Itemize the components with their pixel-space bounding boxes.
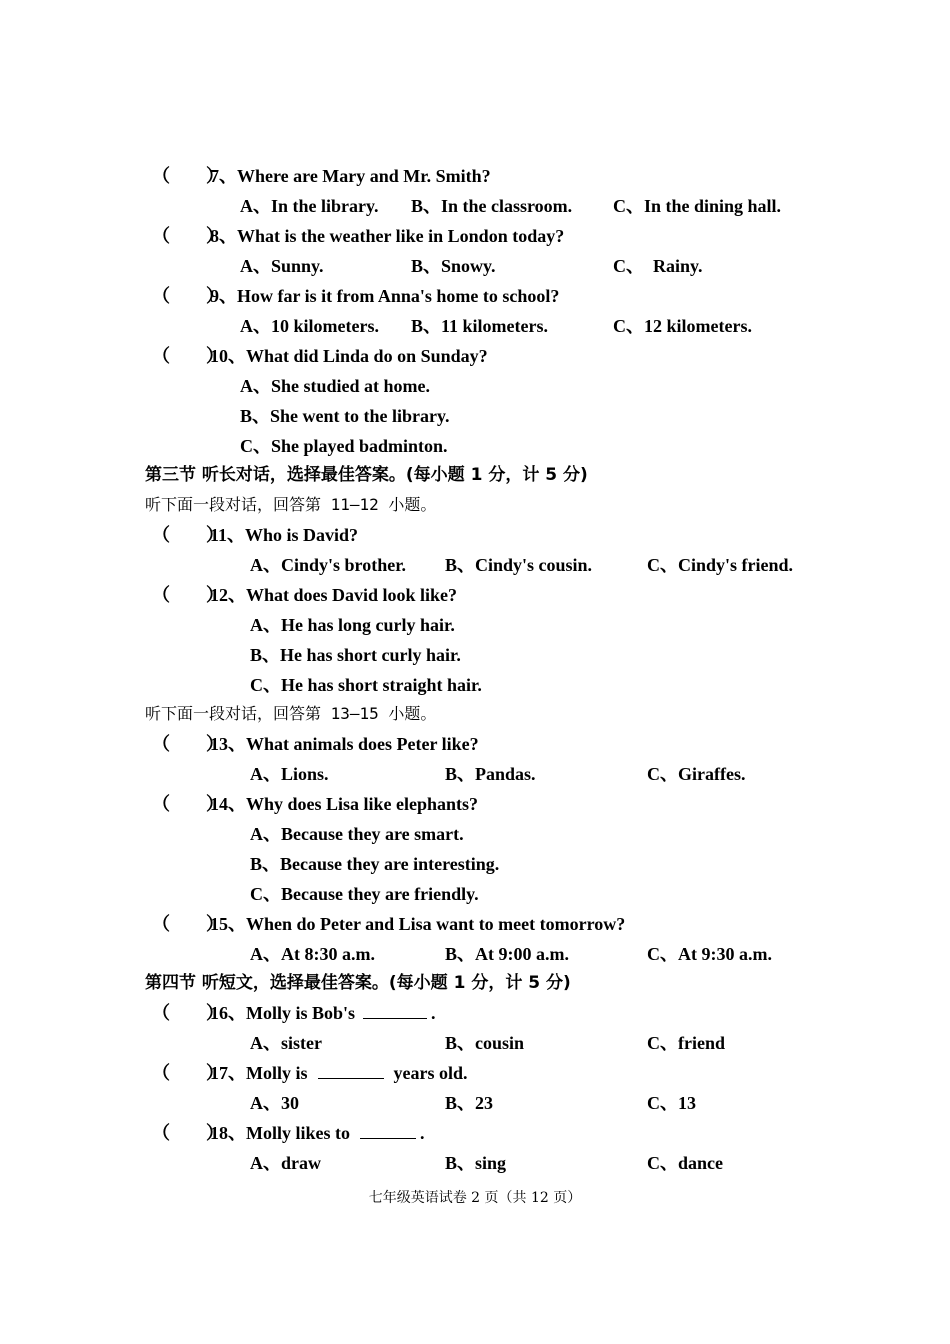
question-end: . <box>420 1123 425 1143</box>
option-b: B、Cindy's cousin. <box>445 555 593 575</box>
option-b: B、In the classroom. <box>411 196 573 216</box>
page-footer: 七年级英语试卷 2 页（共 12 页） <box>368 1190 582 1206</box>
answer-bracket: （ ） <box>152 1123 224 1143</box>
section-title: 第四节 听短文，选择最佳答案。(每小题 1 分，计 5 分) <box>145 973 571 993</box>
option-b: B、cousin <box>445 1033 525 1053</box>
option-a: A、Cindy's brother. <box>250 555 407 575</box>
answer-bracket: （ ） <box>152 166 224 186</box>
answer-bracket: （ ） <box>152 794 224 814</box>
answer-blank <box>360 1118 416 1139</box>
option-b: B、She went to the library. <box>240 406 450 426</box>
question-text: 9、How far is it from Anna's home to school? <box>210 286 560 306</box>
option-a: A、30 <box>250 1093 299 1113</box>
answer-bracket: （ ） <box>152 1003 224 1023</box>
instruction-text: 听下面一段对话，回答第 11—12 小题。 <box>145 495 437 514</box>
option-c: C、13 <box>647 1093 696 1113</box>
answer-bracket: （ ） <box>152 226 224 246</box>
option-b: B、Pandas. <box>445 764 536 784</box>
question-text: 11、Who is David? <box>210 525 359 545</box>
instruction-text: 听下面一段对话，回答第 13—15 小题。 <box>145 704 437 723</box>
answer-bracket: （ ） <box>152 734 224 754</box>
option-a: A、In the library. <box>240 196 379 216</box>
question-text: 14、Why does Lisa like elephants? <box>210 794 479 814</box>
question-text: 10、What did Linda do on Sunday? <box>210 346 488 366</box>
question-text: 12、What does David look like? <box>210 585 458 605</box>
option-a: A、draw <box>250 1153 321 1173</box>
option-a: A、Lions. <box>250 764 329 784</box>
option-c: C、At 9:30 a.m. <box>647 944 772 964</box>
option-c: C、Because they are friendly. <box>250 884 479 904</box>
option-a: A、He has long curly hair. <box>250 615 455 635</box>
question-stem: 18、Molly likes to <box>210 1123 350 1143</box>
question-text <box>210 1118 425 1148</box>
option-c: C、He has short straight hair. <box>250 675 482 695</box>
answer-blank <box>363 998 427 1019</box>
option-b: B、At 9:00 a.m. <box>445 944 569 964</box>
option-c: C、12 kilometers. <box>613 316 752 336</box>
answer-bracket: （ ） <box>152 525 224 545</box>
question-end: years old. <box>393 1063 468 1083</box>
option-a: A、She studied at home. <box>240 376 431 396</box>
answer-bracket: （ ） <box>152 286 224 306</box>
answer-bracket: （ ） <box>152 914 224 934</box>
option-c: C、In the dining hall. <box>613 196 782 216</box>
answer-bracket: （ ） <box>152 1063 224 1083</box>
option-b: B、Because they are interesting. <box>250 854 500 874</box>
question-text: 15、When do Peter and Lisa want to meet tomorrow? <box>210 914 626 934</box>
option-c: C、Giraffes. <box>647 764 746 784</box>
option-b: B、He has short curly hair. <box>250 645 461 665</box>
option-c: C、 Rainy. <box>613 256 703 276</box>
option-a: A、Because they are smart. <box>250 824 464 844</box>
answer-blank <box>318 1058 384 1079</box>
option-a: A、sister <box>250 1033 322 1053</box>
option-b: B、11 kilometers. <box>411 316 548 336</box>
question-stem: 16、Molly is Bob's <box>210 1003 356 1023</box>
answer-bracket: （ ） <box>152 585 224 605</box>
option-a: A、Sunny. <box>240 256 324 276</box>
option-c: C、She played badminton. <box>240 436 448 456</box>
question-text <box>210 998 436 1028</box>
option-c: C、Cindy's friend. <box>647 555 794 575</box>
section-title: 第三节 听长对话，选择最佳答案。(每小题 1 分，计 5 分) <box>145 465 588 485</box>
option-b: B、23 <box>445 1093 494 1113</box>
option-b: B、Snowy. <box>411 256 496 276</box>
question-text: 8、What is the weather like in London today? <box>210 226 565 246</box>
option-a: A、10 kilometers. <box>240 316 379 336</box>
question-text: 7、Where are Mary and Mr. Smith? <box>210 166 491 186</box>
question-end: . <box>431 1003 436 1023</box>
option-c: C、dance <box>647 1153 723 1173</box>
question-text: 13、What animals does Peter like? <box>210 734 479 754</box>
option-c: C、friend <box>647 1033 725 1053</box>
answer-bracket: （ ） <box>152 346 224 366</box>
question-stem: 17、Molly is <box>210 1063 308 1083</box>
option-b: B、sing <box>445 1153 507 1173</box>
option-a: A、At 8:30 a.m. <box>250 944 375 964</box>
question-text <box>210 1058 468 1088</box>
